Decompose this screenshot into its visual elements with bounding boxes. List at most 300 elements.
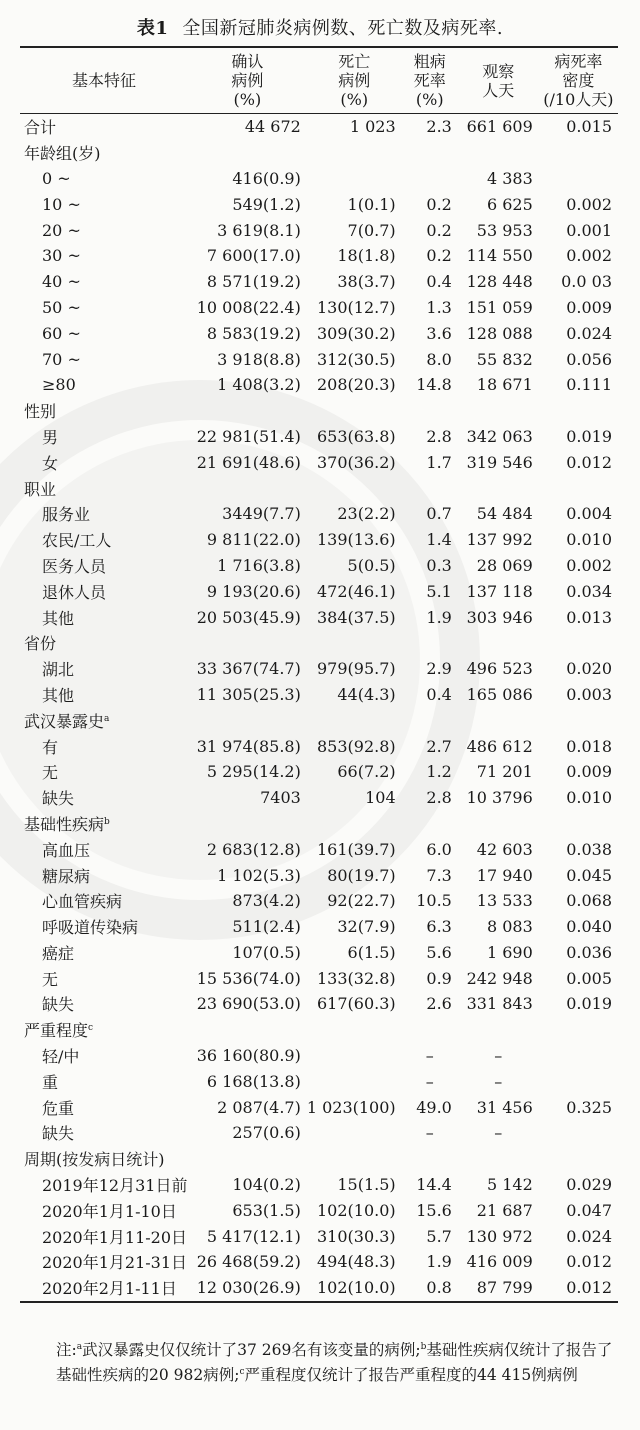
table-cell <box>188 398 307 424</box>
table-cell: 617(60.3) <box>317 994 396 1014</box>
table-cell: 0.013 <box>566 607 612 627</box>
table-cell: 0.3 <box>426 555 452 575</box>
table-cell <box>188 707 307 733</box>
table-cell <box>402 166 458 192</box>
row-label: 其他 <box>42 608 75 628</box>
row-label: 缺失 <box>42 1124 75 1144</box>
table-cell: 384(37.5) <box>317 607 396 627</box>
table-cell: 661 609 <box>466 117 533 137</box>
table-cell: 5 417(12.1) <box>206 1226 301 1246</box>
table-row <box>20 1068 618 1094</box>
table-cell <box>539 630 618 656</box>
table-cell: 18(1.8) <box>337 246 396 266</box>
table-cell <box>307 140 402 166</box>
table-cell <box>188 811 307 837</box>
table-cell: 653(63.8) <box>317 426 396 446</box>
row-label: 职业 <box>24 479 57 499</box>
table-cell: 21 687 <box>476 1200 533 1220</box>
table-cell: 2.8 <box>426 426 452 446</box>
table-cell: 0.047 <box>566 1200 612 1220</box>
row-label: 缺失 <box>42 995 75 1015</box>
row-label: 2020年1月21-31日 <box>42 1253 188 1273</box>
row-label: 退休人员 <box>42 582 107 602</box>
table-cell: 0.4 <box>426 272 452 292</box>
table-row <box>20 1275 618 1302</box>
table-cell: 21 691(48.6) <box>196 452 301 472</box>
table-cell <box>307 475 402 501</box>
table-cell: 139(13.6) <box>317 530 396 550</box>
table-cell: 114 550 <box>466 246 533 266</box>
table-cell: 0.2 <box>426 220 452 240</box>
table-cell: 1.3 <box>426 297 452 317</box>
table-cell <box>188 630 307 656</box>
table-cell: 310(30.3) <box>317 1226 396 1246</box>
row-label: 2020年1月11-20日 <box>42 1227 188 1247</box>
table-cell: 853(92.8) <box>317 736 396 756</box>
table-row <box>20 1249 618 1275</box>
table-cell: 31 456 <box>476 1097 533 1117</box>
table-cell: 242 948 <box>466 968 533 988</box>
table-cell: 653(1.5) <box>232 1200 301 1220</box>
table-cell <box>539 707 618 733</box>
row-label: 周期(按发病日统计) <box>24 1150 165 1170</box>
table-cell: 0.036 <box>566 942 612 962</box>
table-row <box>20 1094 618 1120</box>
table-cell: 18 671 <box>476 375 533 395</box>
table-cell: 15 536(74.0) <box>196 968 301 988</box>
table-caption: 全国新冠肺炎病例数、死亡数及病死率. <box>182 18 504 39</box>
table-cell <box>539 1068 618 1094</box>
row-label: 其他 <box>42 685 75 705</box>
table-cell: 6 168(13.8) <box>206 1071 301 1091</box>
table-cell: 303 946 <box>466 607 533 627</box>
section-row <box>20 630 618 656</box>
table-cell <box>188 1146 307 1172</box>
table-cell: 0.015 <box>566 117 612 137</box>
table-row <box>20 217 618 243</box>
table-cell: 3.6 <box>426 323 452 343</box>
table-cell <box>458 630 539 656</box>
table-cell: 5.6 <box>426 942 452 962</box>
table-row <box>20 862 618 888</box>
table-cell: 416(0.9) <box>232 168 301 188</box>
row-label: 重 <box>42 1072 59 1092</box>
table-cell: 0.020 <box>566 659 612 679</box>
table-cell: 165 086 <box>466 684 533 704</box>
table-cell <box>307 1146 402 1172</box>
table-cell: 486 612 <box>466 736 533 756</box>
table-cell <box>402 140 458 166</box>
table-cell: 17 940 <box>476 865 533 885</box>
table-cell: 1 690 <box>486 942 533 962</box>
table-cell: 309(30.2) <box>317 323 396 343</box>
table-cell: 0.019 <box>566 994 612 1014</box>
column-header: 基本特征 <box>71 71 136 90</box>
table-row <box>20 656 618 682</box>
section-row <box>20 1146 618 1172</box>
table-cell: 3 918(8.8) <box>217 349 301 369</box>
table-cell: 494(48.3) <box>317 1252 396 1272</box>
footnote-c: 严重程度仅统计了报告严重程度的44 415例病例 <box>244 1366 578 1384</box>
table-cell: 0.325 <box>566 1097 612 1117</box>
table-cell: 0.056 <box>566 349 612 369</box>
section-row <box>20 1017 618 1043</box>
row-label: 省份 <box>24 634 57 654</box>
table-cell <box>539 140 618 166</box>
table-cell: 55 832 <box>476 349 533 369</box>
table-cell <box>539 398 618 424</box>
row-label: 糖尿病 <box>42 866 91 886</box>
row-label: 合计 <box>24 118 57 138</box>
table-cell: 0.068 <box>566 891 612 911</box>
table-cell: 1.7 <box>426 452 452 472</box>
table-cell: 161(39.7) <box>317 839 396 859</box>
table-cell: – <box>494 1071 503 1091</box>
table-cell: 0.010 <box>566 788 612 808</box>
table-cell: 128 448 <box>466 272 533 292</box>
table-row <box>20 578 618 604</box>
section-row <box>20 707 618 733</box>
table-cell: – <box>425 1046 434 1066</box>
table-cell: 26 468(59.2) <box>196 1252 301 1272</box>
row-label: 30 ~ <box>42 246 81 266</box>
table-cell: 9 193(20.6) <box>206 581 301 601</box>
table-cell: 1.9 <box>426 1252 452 1272</box>
table-cell: 42 603 <box>476 839 533 859</box>
table-cell: 0.034 <box>566 581 612 601</box>
table-cell: 979(95.7) <box>317 659 396 679</box>
section-row <box>20 811 618 837</box>
table-cell: 31 974(85.8) <box>196 736 301 756</box>
table-cell: 0.4 <box>426 684 452 704</box>
table-cell: 0.111 <box>566 375 612 395</box>
row-label: 20 ~ <box>42 220 81 240</box>
table-cell: 7(0.7) <box>347 220 396 240</box>
table-cell <box>307 707 402 733</box>
table-cell: 53 953 <box>476 220 533 240</box>
row-label: 癌症 <box>42 943 75 963</box>
table-cell: 1.4 <box>426 530 452 550</box>
column-header: 确认 病例 (%) <box>231 52 264 109</box>
table-cell <box>402 1146 458 1172</box>
table-cell: 0.029 <box>566 1175 612 1195</box>
table-cell: 130 972 <box>466 1226 533 1246</box>
table-cell: 54 484 <box>476 504 533 524</box>
row-label: 严重程度$^c$ <box>24 1021 94 1041</box>
table-cell: 7403 <box>260 788 301 808</box>
row-label: 缺失 <box>42 789 75 809</box>
section-row <box>20 398 618 424</box>
table-cell: 32(7.9) <box>337 917 396 937</box>
table-cell: 66(7.2) <box>337 762 396 782</box>
table-cell: 87 799 <box>476 1278 533 1298</box>
table-row <box>20 1197 618 1223</box>
table-row <box>20 553 618 579</box>
row-label: 农民/工人 <box>42 531 112 551</box>
table-row <box>20 191 618 217</box>
section-row <box>20 114 618 140</box>
table-cell: 2.7 <box>426 736 452 756</box>
table-cell: 8.0 <box>426 349 452 369</box>
column-header: 死亡 病例 (%) <box>338 52 371 109</box>
table-cell: 0.018 <box>566 736 612 756</box>
table-cell: 0.019 <box>566 426 612 446</box>
table-cell: 0.040 <box>566 917 612 937</box>
table-cell: 14.8 <box>416 375 452 395</box>
table-body <box>20 114 618 1302</box>
table-cell: 10 008(22.4) <box>196 297 301 317</box>
table-cell: 0.024 <box>566 323 612 343</box>
row-label: 武汉暴露史$^a$ <box>24 711 110 731</box>
table-cell <box>402 475 458 501</box>
table-cell: 5 142 <box>486 1175 533 1195</box>
table-row <box>20 501 618 527</box>
table-row <box>20 269 618 295</box>
table-cell <box>402 630 458 656</box>
row-label: 10 ~ <box>42 194 81 214</box>
table-cell: 104 <box>365 788 396 808</box>
table-cell: 15(1.5) <box>337 1175 396 1195</box>
table-cell: 1 023 <box>349 117 396 137</box>
table-cell: 6.0 <box>426 839 452 859</box>
table-cell: 873(4.2) <box>232 891 301 911</box>
row-label: 有 <box>42 737 59 757</box>
table-cell: 12 030(26.9) <box>196 1278 301 1298</box>
table-row <box>20 759 618 785</box>
table-cell: 0.012 <box>566 1252 612 1272</box>
table-cell: 137 992 <box>466 530 533 550</box>
table-cell: 23(2.2) <box>337 504 396 524</box>
table-cell: – <box>425 1123 434 1143</box>
table-cell: 133(32.8) <box>317 968 396 988</box>
table-cell <box>188 475 307 501</box>
table-row <box>20 346 618 372</box>
footnote-label: 注: <box>56 1341 77 1359</box>
table-cell <box>307 1017 402 1043</box>
table-cell: 416 009 <box>466 1252 533 1272</box>
table-cell: 15.6 <box>416 1200 452 1220</box>
row-label: 2020年1月1-10日 <box>42 1201 177 1221</box>
table-cell: 342 063 <box>466 426 533 446</box>
row-label: 年龄组(岁) <box>24 144 101 164</box>
row-label: 2019年12月31日前 <box>42 1176 188 1196</box>
table-cell <box>307 1068 402 1094</box>
table-cell <box>539 475 618 501</box>
table-cell: 5.1 <box>426 581 452 601</box>
table-row <box>20 1172 618 1198</box>
table-cell: 0.002 <box>566 246 612 266</box>
table-cell: 4 383 <box>486 168 533 188</box>
table-cell: 0.2 <box>426 194 452 214</box>
table-cell: 9 811(22.0) <box>206 530 301 550</box>
table-row <box>20 682 618 708</box>
table-cell: 36 160(80.9) <box>196 1046 301 1066</box>
table-cell: 472(46.1) <box>317 581 396 601</box>
table-row <box>20 320 618 346</box>
table-cell: 6 625 <box>486 194 533 214</box>
table-cell: 0.0 03 <box>561 272 612 292</box>
table-cell: 102(10.0) <box>317 1200 396 1220</box>
table-cell: 1 408(3.2) <box>217 375 301 395</box>
row-label: 轻/中 <box>42 1047 80 1067</box>
table-cell <box>188 140 307 166</box>
table-cell: 10 3796 <box>466 788 533 808</box>
table-cell: 370(36.2) <box>317 452 396 472</box>
table-cell: 33 367(74.7) <box>196 659 301 679</box>
table-row <box>20 965 618 991</box>
table-cell: 44(4.3) <box>337 684 396 704</box>
table-cell: 102(10.0) <box>317 1278 396 1298</box>
column-header: 粗病 死率 (%) <box>413 52 446 109</box>
table-row <box>20 424 618 450</box>
table-cell: 71 201 <box>476 762 533 782</box>
table-cell: 28 069 <box>476 555 533 575</box>
table-cell: 3449(7.7) <box>222 504 301 524</box>
table-cell: 319 546 <box>466 452 533 472</box>
table-cell: 0.8 <box>426 1278 452 1298</box>
table-cell <box>539 1120 618 1146</box>
table-cell: 6(1.5) <box>347 942 396 962</box>
table-cell <box>307 398 402 424</box>
table-cell <box>539 1017 618 1043</box>
table-cell <box>402 707 458 733</box>
table-cell: 0.009 <box>566 762 612 782</box>
table-cell: 38(3.7) <box>337 272 396 292</box>
table-cell <box>402 1017 458 1043</box>
table-cell: 130(12.7) <box>317 297 396 317</box>
table-cell: 511(2.4) <box>232 917 301 937</box>
table-number: 表1 <box>136 18 169 39</box>
table-cell: 0.002 <box>566 555 612 575</box>
table-row <box>20 295 618 321</box>
table-cell: 0.9 <box>426 968 452 988</box>
row-label: 男 <box>42 427 59 447</box>
table-cell: 549(1.2) <box>232 194 301 214</box>
table-cell <box>458 707 539 733</box>
table-cell: 137 118 <box>466 581 533 601</box>
table-row <box>20 914 618 940</box>
table-cell: 8 571(19.2) <box>206 272 301 292</box>
row-label: 基础性疾病$^b$ <box>24 814 110 834</box>
table-cell: 1.9 <box>426 607 452 627</box>
table-cell <box>188 1017 307 1043</box>
table-cell <box>307 630 402 656</box>
table-cell <box>458 1017 539 1043</box>
table-cell: 0.038 <box>566 839 612 859</box>
table-cell: 0.024 <box>566 1226 612 1246</box>
row-label: 50 ~ <box>42 297 81 317</box>
table-cell: 10.5 <box>416 891 452 911</box>
footnote-b: 基础性疾病仅统计了报告了基础性疾病的20 982病例; <box>56 1341 613 1384</box>
table-cell: 2.6 <box>426 994 452 1014</box>
table-cell: 5.7 <box>426 1226 452 1246</box>
covid-table <box>20 46 618 1303</box>
table-cell <box>539 166 618 192</box>
table-cell: 1 716(3.8) <box>217 555 301 575</box>
row-label: 医务人员 <box>42 556 107 576</box>
table-row <box>20 888 618 914</box>
row-label: 无 <box>42 763 59 783</box>
table-cell: 80(19.7) <box>327 865 396 885</box>
row-label: 0 ~ <box>42 168 71 188</box>
table-cell: 5 295(14.2) <box>206 762 301 782</box>
footnote-a: 武汉暴露史仅仅统计了37 269名有该变量的病例; <box>82 1341 421 1359</box>
table-cell: 5(0.5) <box>347 555 396 575</box>
table-cell: 7 600(17.0) <box>206 246 301 266</box>
table-cell <box>539 811 618 837</box>
table-row <box>20 372 618 398</box>
row-label: 湖北 <box>42 660 75 680</box>
table-cell: 104(0.2) <box>232 1175 301 1195</box>
row-label: 40 ~ <box>42 272 81 292</box>
table-cell: 8 583(19.2) <box>206 323 301 343</box>
table-cell: 8 083 <box>486 917 533 937</box>
table-cell <box>458 398 539 424</box>
table-row <box>20 785 618 811</box>
section-row <box>20 140 618 166</box>
table-cell: 1(0.1) <box>347 194 396 214</box>
table-cell: 2.3 <box>426 117 452 137</box>
table-cell: 0.005 <box>566 968 612 988</box>
table-cell: 0.012 <box>566 1278 612 1298</box>
table-cell: 331 843 <box>466 994 533 1014</box>
table-cell: 49.0 <box>416 1097 452 1117</box>
table-row <box>20 527 618 553</box>
table-cell: 22 981(51.4) <box>196 426 301 446</box>
table-cell <box>458 811 539 837</box>
table-cell <box>307 1120 402 1146</box>
table-cell: 151 059 <box>466 297 533 317</box>
table-cell: 11 305(25.3) <box>196 684 301 704</box>
table-cell: 312(30.5) <box>317 349 396 369</box>
column-header: 观察 人天 <box>482 61 515 100</box>
table-cell: – <box>494 1046 503 1066</box>
row-label: 女 <box>42 453 59 473</box>
table-row <box>20 991 618 1017</box>
table-cell <box>458 475 539 501</box>
table-cell: – <box>494 1123 503 1143</box>
table-cell: 0.045 <box>566 865 612 885</box>
table-cell: 107(0.5) <box>232 942 301 962</box>
table-cell: 0.004 <box>566 504 612 524</box>
table-cell: – <box>425 1071 434 1091</box>
table-cell: 92(22.7) <box>327 891 396 911</box>
table-cell: 0.003 <box>566 684 612 704</box>
table-cell <box>307 166 402 192</box>
table-cell: 0.2 <box>426 246 452 266</box>
table-cell: 20 503(45.9) <box>196 607 301 627</box>
row-label: 2020年2月1-11日 <box>42 1279 177 1299</box>
table-cell: 14.4 <box>416 1175 452 1195</box>
table-cell: 44 672 <box>244 117 301 137</box>
row-label: 高血压 <box>42 840 91 860</box>
table-cell: 0.002 <box>566 194 612 214</box>
table-cell: 208(20.3) <box>317 375 396 395</box>
table-row <box>20 449 618 475</box>
table-cell: 257(0.6) <box>232 1123 301 1143</box>
table-footnote: 注:$^a$武汉暴露史仅仅统计了37 269名有该变量的病例;$^b$基础性疾病仅统计了报告了基础性疾病的20 982病例;$^c$严重程度仅统计了报告严重程度的44 415例病例 <box>56 1341 613 1384</box>
table-cell: 2.8 <box>426 788 452 808</box>
table-cell <box>458 140 539 166</box>
table-cell: 2 087(4.7) <box>217 1097 301 1117</box>
table-row <box>20 243 618 269</box>
table-cell <box>458 1146 539 1172</box>
row-label: 呼吸道传染病 <box>42 918 139 938</box>
table-title <box>0 14 640 40</box>
table-cell: 7.3 <box>426 865 452 885</box>
table-cell: 1.2 <box>426 762 452 782</box>
table-cell: 6.3 <box>426 917 452 937</box>
